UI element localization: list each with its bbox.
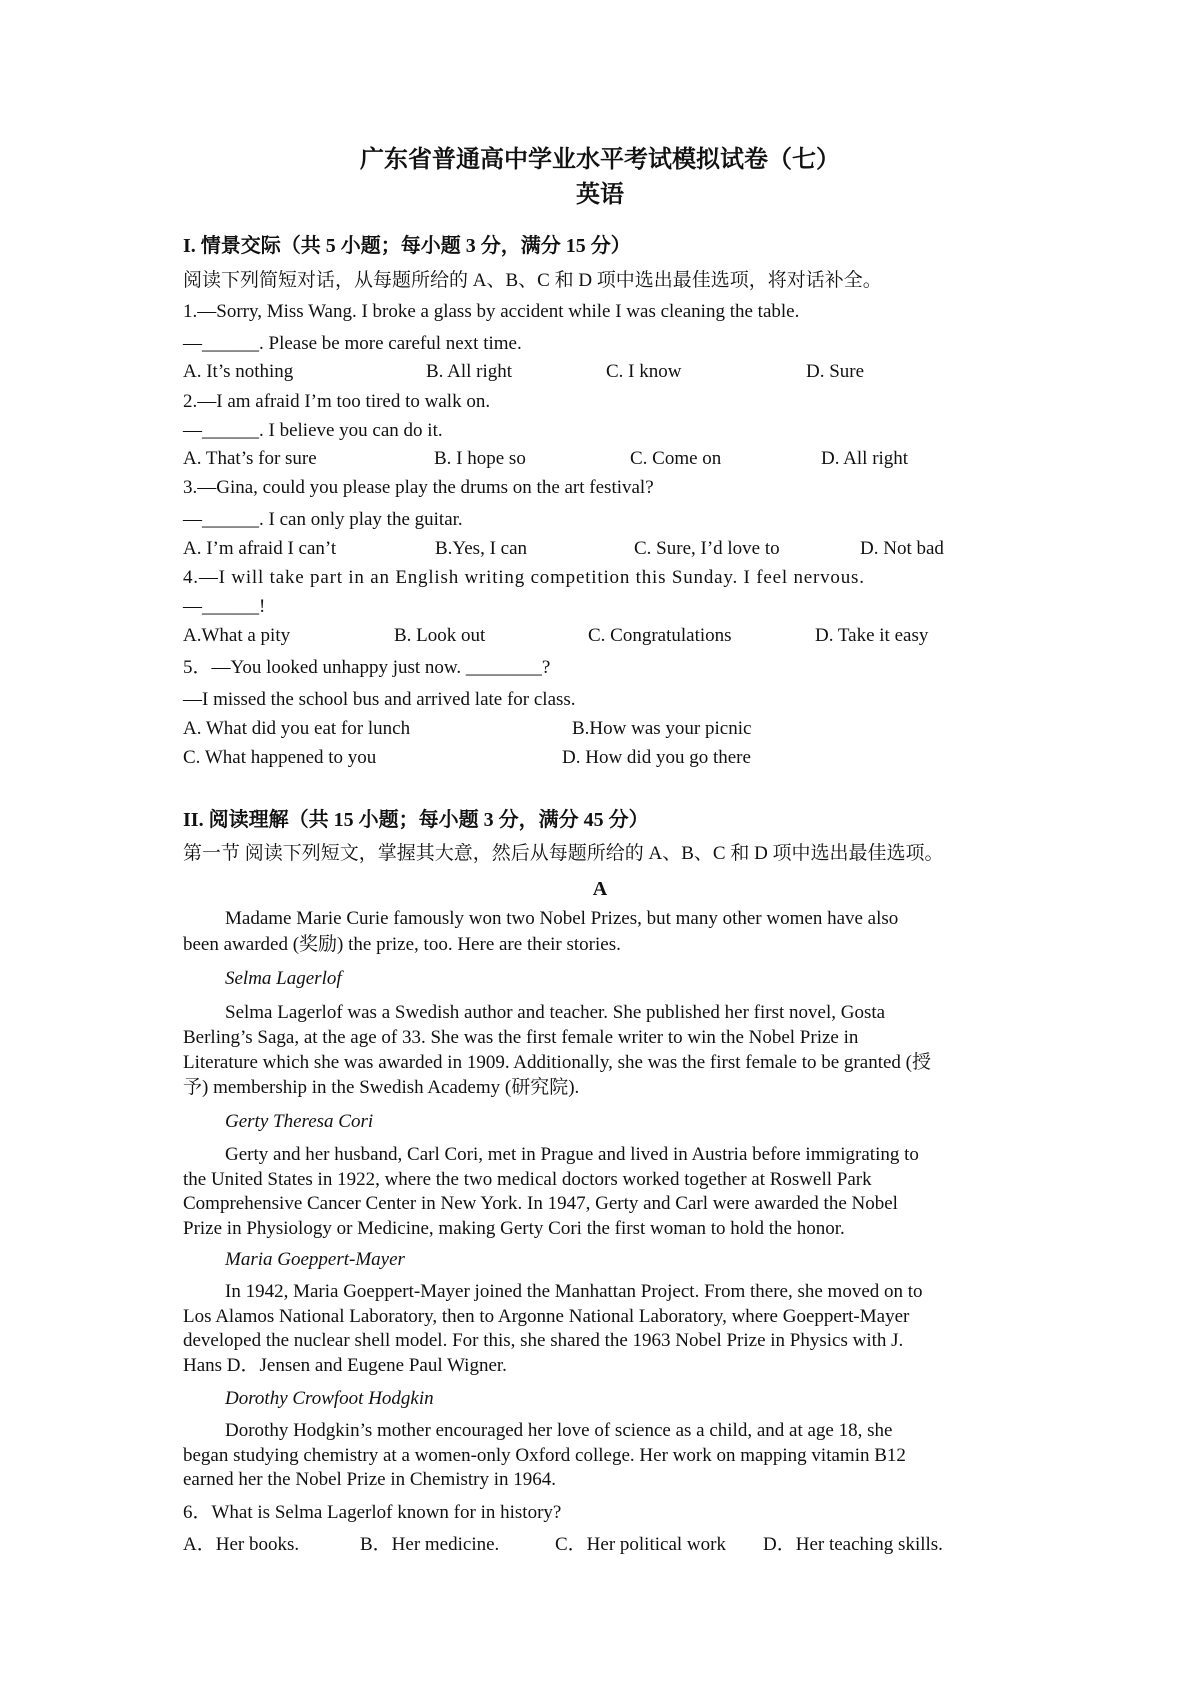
q1-option-c: C. I know xyxy=(606,361,682,382)
q5-reply: —I missed the school bus and arrived late for class. xyxy=(183,689,576,710)
q1-reply: —______. Please be more careful next time. xyxy=(183,333,522,354)
section-1-heading: I. 情景交际（共 5 小题；每小题 3 分，满分 15 分） xyxy=(183,235,631,257)
q6-stem: 6．What is Selma Lagerlof known for in history? xyxy=(183,1502,562,1523)
q2-option-a: A. That’s for sure xyxy=(183,448,317,469)
passage-label: A xyxy=(592,878,608,900)
q2-option-b: B. I hope so xyxy=(434,448,526,469)
q5-option-c: C. What happened to you xyxy=(183,747,377,768)
paragraph-line: began studying chemistry at a women-only Oxford college. Her work on mapping vitamin B12 xyxy=(183,1445,906,1466)
person-name-selma: Selma Lagerlof xyxy=(225,968,342,989)
q2-prompt: 2.—I am afraid I’m too tired to walk on. xyxy=(183,391,491,412)
q1-option-b: B. All right xyxy=(426,361,513,382)
q4-prompt: 4.—I will take part in an English writing competition this Sunday. I feel nervous. xyxy=(183,567,865,588)
q6-option-a: A．Her books. xyxy=(183,1534,300,1555)
q4-option-a: A.What a pity xyxy=(183,625,291,646)
paragraph-line: Comprehensive Cancer Center in New York. In 1947, Gerty and Carl were awarded the Nobel xyxy=(183,1193,898,1214)
q4-option-d: D. Take it easy xyxy=(815,625,929,646)
q5-option-d: D. How did you go there xyxy=(562,747,751,768)
person-name-gerty: Gerty Theresa Cori xyxy=(225,1111,374,1132)
paragraph-line: In 1942, Maria Goeppert-Mayer joined the Manhattan Project. From there, she moved on to xyxy=(225,1281,923,1302)
q5-prompt: 5．—You looked unhappy just now. ________? xyxy=(183,657,551,678)
q4-reply: —______! xyxy=(183,596,266,617)
q4-option-b: B. Look out xyxy=(394,625,486,646)
paragraph-line: Berling’s Saga, at the age of 33. She was the first female writer to win the Nobel Prize in xyxy=(183,1027,859,1048)
intro-line: Madame Marie Curie famously won two Nobel Prizes, but many other women have also xyxy=(225,908,899,929)
q6-option-b: B．Her medicine. xyxy=(360,1534,500,1555)
q3-option-c: C. Sure, I’d love to xyxy=(634,538,780,559)
paragraph-line: the United States in 1922, where the two medical doctors worked together at Roswell Park xyxy=(183,1169,872,1190)
paragraph-line: Prize in Physiology or Medicine, making Gerty Cori the first woman to hold the honor. xyxy=(183,1218,845,1239)
section-2-heading: II. 阅读理解（共 15 小题；每小题 3 分，满分 45 分） xyxy=(183,809,649,831)
person-name-dorothy: Dorothy Crowfoot Hodgkin xyxy=(225,1388,434,1409)
paragraph-line: Dorothy Hodgkin’s mother encouraged her love of science as a child, and at age 18, she xyxy=(225,1420,893,1441)
q3-option-b: B.Yes, I can xyxy=(435,538,528,559)
q1-option-d: D. Sure xyxy=(806,361,865,382)
q3-option-a: A. I’m afraid I can’t xyxy=(183,538,337,559)
q5-option-b: B.How was your picnic xyxy=(572,718,752,739)
paragraph-line: Selma Lagerlof was a Swedish author and teacher. She published her first novel, Gosta xyxy=(225,1002,886,1023)
q1-prompt: 1.—Sorry, Miss Wang. I broke a glass by accident while I was cleaning the table. xyxy=(183,301,800,322)
paragraph-line: earned her the Nobel Prize in Chemistry in 1964. xyxy=(183,1469,557,1490)
q6-option-c: C．Her political work xyxy=(555,1534,726,1555)
q2-option-d: D. All right xyxy=(821,448,909,469)
q6-option-d: D．Her teaching skills. xyxy=(763,1534,943,1555)
paragraph-line: Literature which she was awarded in 1909. Additionally, she was the first female to be granted (授 xyxy=(183,1052,931,1073)
q3-prompt: 3.—Gina, could you please play the drums on the art festival? xyxy=(183,477,654,498)
paragraph-line: Los Alamos National Laboratory, then to Argonne National Laboratory, where Goeppert-Mayer xyxy=(183,1306,910,1327)
paragraph-line: Hans D．Jensen and Eugene Paul Wigner. xyxy=(183,1355,507,1376)
section-1-instruction: 阅读下列简短对话，从每题所给的 A、B、C 和 D 项中选出最佳选项，将对话补全。 xyxy=(183,270,882,291)
paragraph-line: Gerty and her husband, Carl Cori, met in Prague and lived in Austria before immigrating to xyxy=(225,1144,919,1165)
q5-option-a: A. What did you eat for lunch xyxy=(183,718,411,739)
exam-title: 广东省普通高中学业水平考试模拟试卷（七） xyxy=(360,147,840,173)
person-name-maria: Maria Goeppert-Mayer xyxy=(225,1249,405,1270)
paragraph-line: developed the nuclear shell model. For this, she shared the 1963 Nobel Prize in Physics with J. xyxy=(183,1330,904,1351)
paragraph-line: 予) membership in the Swedish Academy (研究院). xyxy=(183,1077,580,1098)
intro-line: been awarded (奖励) the prize, too. Here are their stories. xyxy=(183,934,621,955)
q4-option-c: C. Congratulations xyxy=(588,625,732,646)
section-2-instruction: 第一节 阅读下列短文，掌握其大意，然后从每题所给的 A、B、C 和 D 项中选出最佳选项。 xyxy=(183,843,944,864)
q1-option-a: A. It’s nothing xyxy=(183,361,294,382)
exam-subject: 英语 xyxy=(576,182,624,208)
q2-reply: —______. I believe you can do it. xyxy=(183,420,443,441)
q3-reply: —______. I can only play the guitar. xyxy=(183,509,463,530)
q2-option-c: C. Come on xyxy=(630,448,722,469)
q3-option-d: D. Not bad xyxy=(860,538,944,559)
